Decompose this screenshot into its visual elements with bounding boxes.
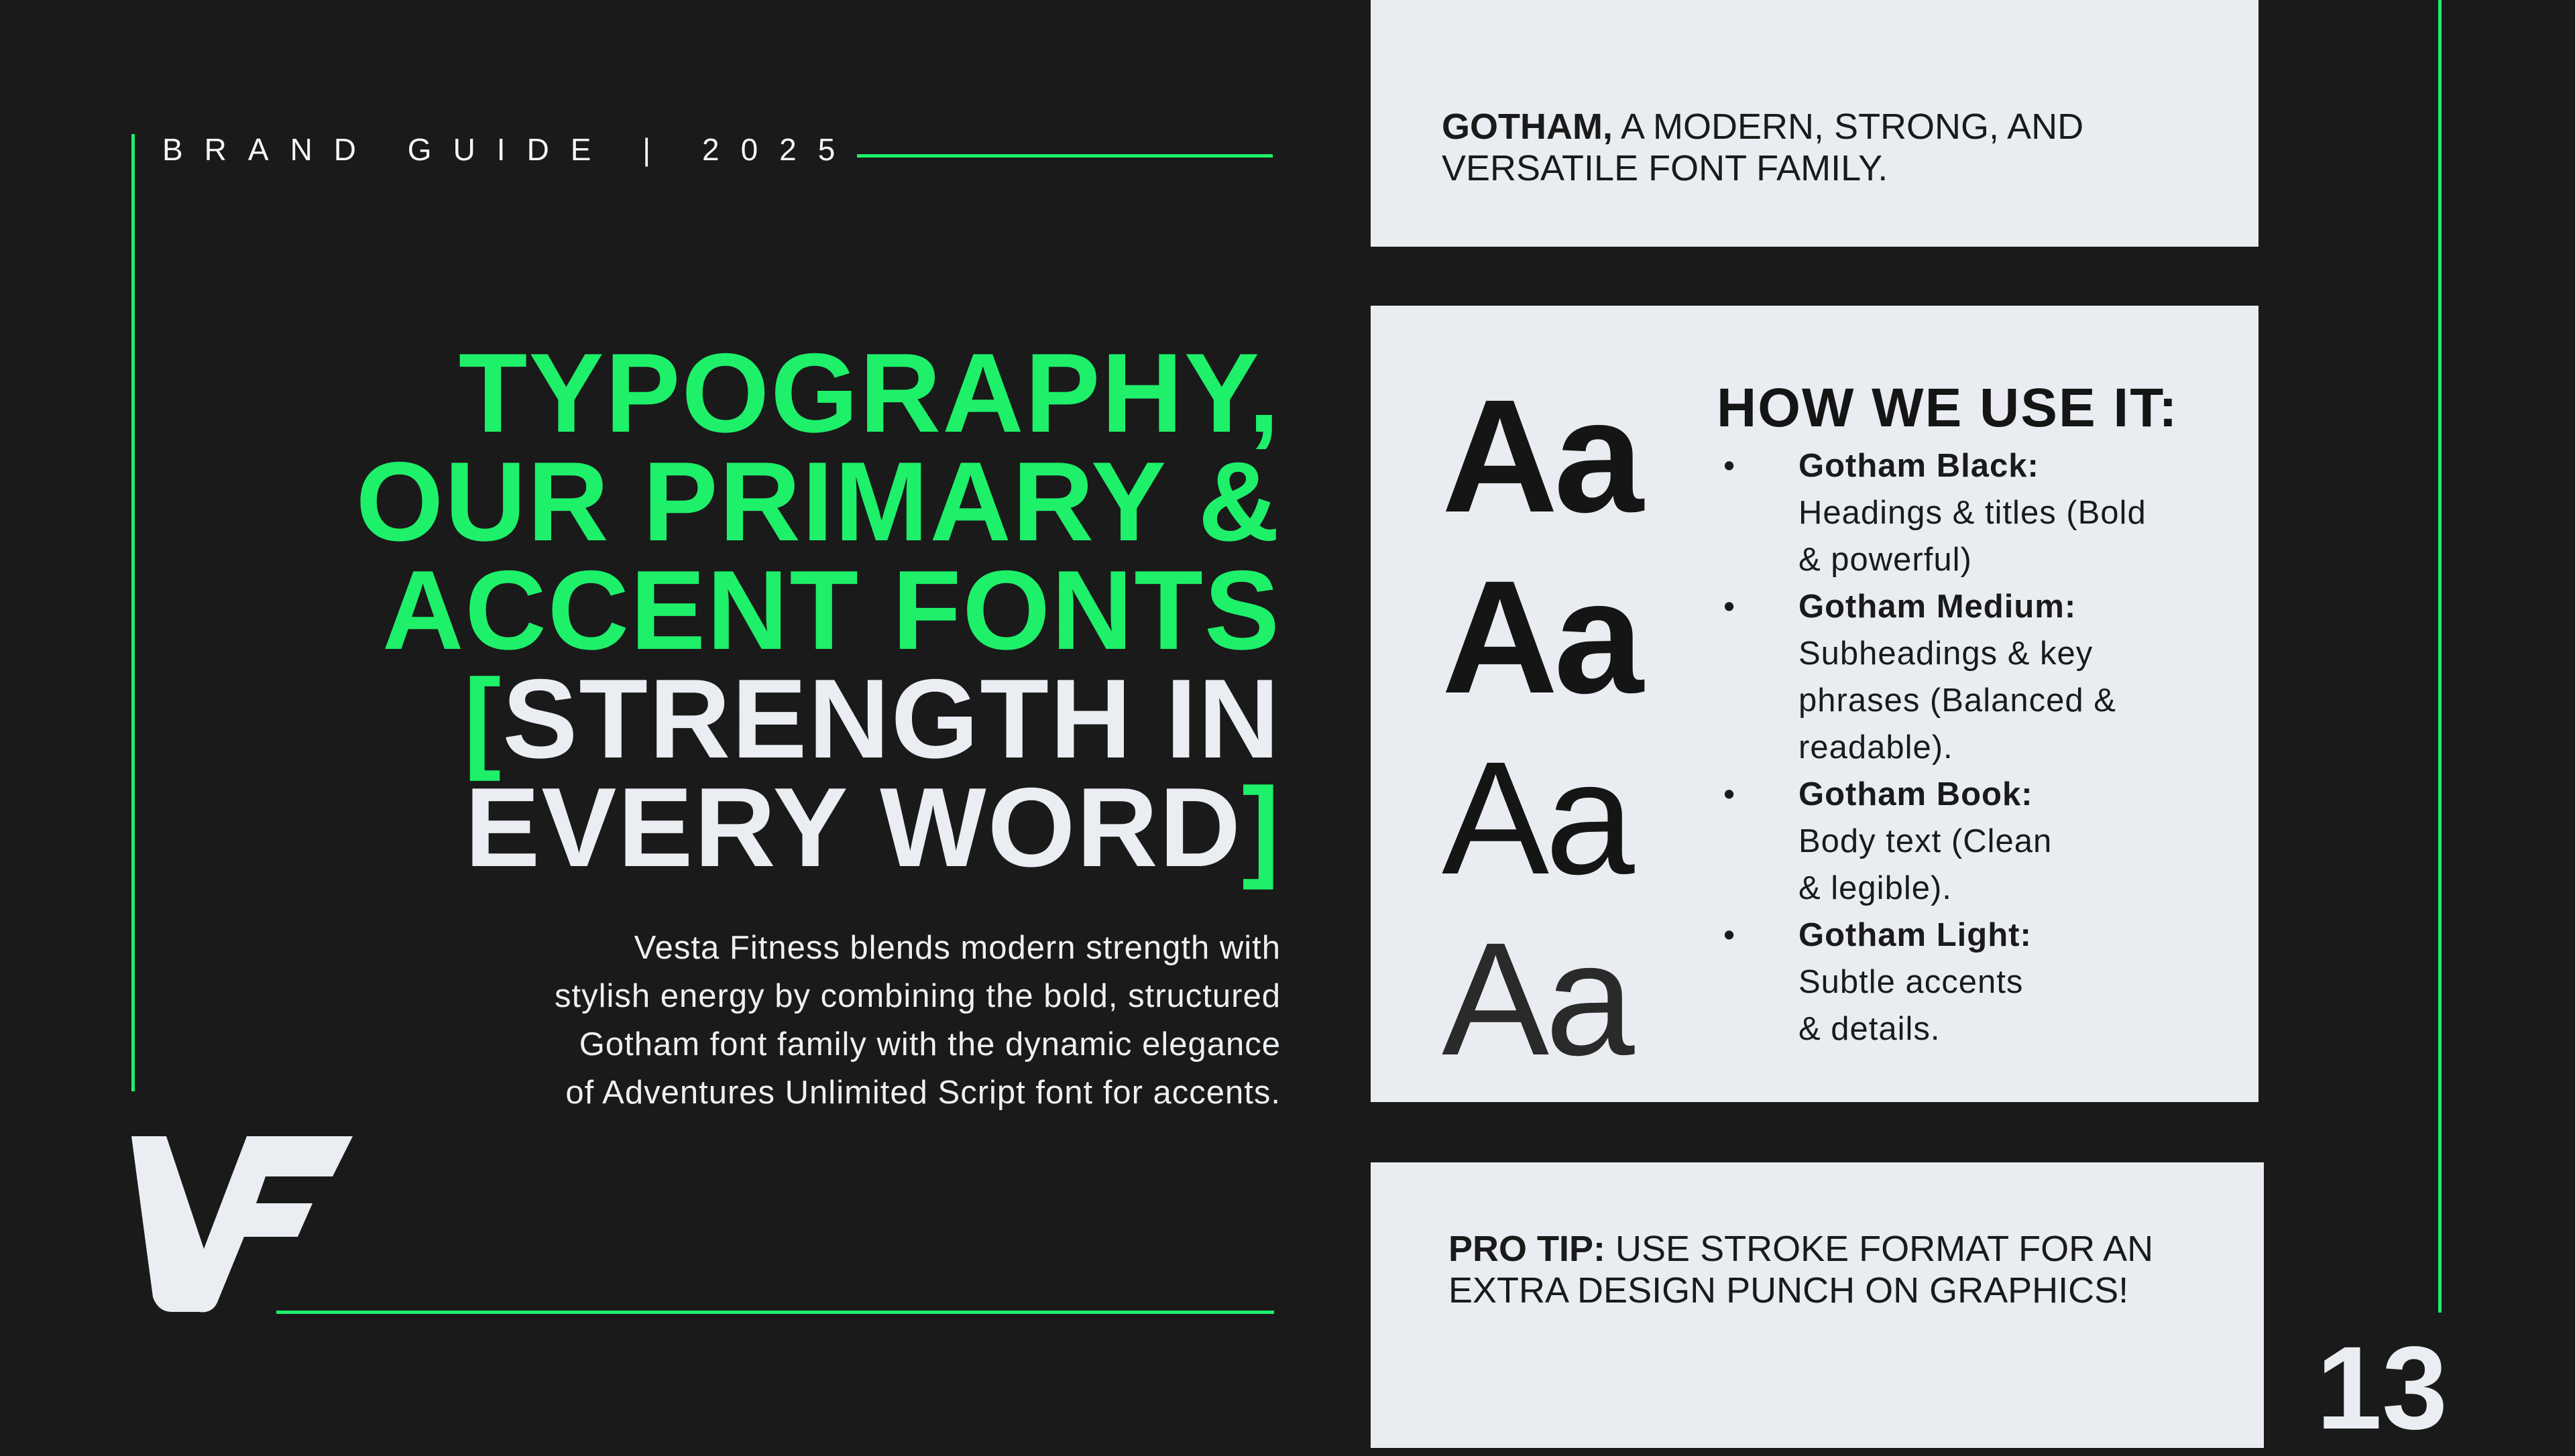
pro-tip-line-1: USE STROKE FORMAT FOR AN bbox=[1615, 1229, 2154, 1269]
usage-desc: Body text (Clean bbox=[1798, 823, 2053, 859]
title-line-2: OUR PRIMARY & bbox=[355, 438, 1281, 564]
usage-desc: & details. bbox=[1798, 1011, 1941, 1047]
usage-weight: Gotham Medium: bbox=[1798, 589, 2077, 625]
vf-logo-mark bbox=[131, 1136, 353, 1314]
font-name: GOTHAM, bbox=[1442, 107, 1613, 147]
usage-desc: Subtle accents bbox=[1798, 964, 2024, 1000]
usage-desc: readable). bbox=[1798, 729, 1953, 766]
page-number: 13 bbox=[2316, 1323, 2448, 1454]
usage-item: • Gotham Book: Body text (Clean & legible). bbox=[1723, 771, 2233, 912]
pro-tip-line-2: EXTRA DESIGN PUNCH ON GRAPHICS! bbox=[1448, 1270, 2129, 1311]
paragraph-line: of Adventures Unlimited Script font for accents. bbox=[565, 1075, 1281, 1111]
usage-title: HOW WE USE IT: bbox=[1717, 377, 2179, 438]
title-accent-line-1: STRENGTH IN bbox=[502, 656, 1281, 782]
intro-paragraph bbox=[396, 924, 1281, 1117]
usage-desc: Subheadings & key bbox=[1798, 635, 2094, 672]
usage-desc: phrases (Balanced & bbox=[1798, 682, 2116, 719]
usage-item: • Gotham Black: Headings & titles (Bold & powerful) bbox=[1723, 442, 2233, 583]
paragraph-line: Vesta Fitness blends modern strength with bbox=[634, 930, 1281, 966]
vf-logo bbox=[131, 1136, 353, 1314]
sample-book: Aa bbox=[1442, 728, 1631, 908]
left-vertical-rule bbox=[131, 134, 135, 1091]
usage-list bbox=[1723, 442, 2233, 1052]
right-vertical-rule bbox=[2438, 0, 2442, 1313]
pro-tip-label: PRO TIP: bbox=[1448, 1229, 1606, 1269]
header-label: BRAND GUIDE | 2025 bbox=[162, 132, 857, 167]
page-title bbox=[208, 330, 1281, 890]
title-line-3: ACCENT FONTS bbox=[382, 547, 1281, 673]
paragraph-line: Gotham font family with the dynamic elegance bbox=[579, 1026, 1281, 1063]
sample-black: Aa bbox=[1442, 366, 1640, 546]
usage-desc: & legible). bbox=[1798, 870, 1952, 906]
paragraph-line: stylish energy by combining the bold, structured bbox=[555, 978, 1281, 1014]
font-intro-line-1: A MODERN, STRONG, AND bbox=[1621, 107, 2084, 147]
bracket-close: ] bbox=[1242, 764, 1281, 890]
usage-desc: & powerful) bbox=[1798, 542, 1972, 578]
bracket-open: [ bbox=[463, 656, 503, 782]
usage-weight: Gotham Black: bbox=[1798, 448, 2039, 484]
title-line-1: TYPOGRAPHY, bbox=[458, 330, 1281, 456]
usage-desc: Headings & titles (Bold bbox=[1798, 495, 2147, 531]
sample-medium: Aa bbox=[1442, 547, 1640, 727]
title-accent-line-2: EVERY WORD bbox=[465, 764, 1243, 890]
usage-item: • Gotham Medium: Subheadings & key phrases (Balanced & readable). bbox=[1723, 583, 2233, 771]
usage-weight: Gotham Light: bbox=[1798, 917, 2032, 953]
usage-weight: Gotham Book: bbox=[1798, 776, 2033, 812]
pro-tip-text bbox=[1448, 1228, 2253, 1311]
usage-item: • Gotham Light: Subtle accents & details. bbox=[1723, 912, 2233, 1052]
header-rule bbox=[857, 154, 1273, 158]
sample-light: Aa bbox=[1442, 909, 1631, 1089]
font-intro-text bbox=[1442, 106, 2246, 189]
footer-rule bbox=[276, 1311, 1274, 1314]
font-intro-line-2: VERSATILE FONT FAMILY. bbox=[1442, 148, 1888, 188]
